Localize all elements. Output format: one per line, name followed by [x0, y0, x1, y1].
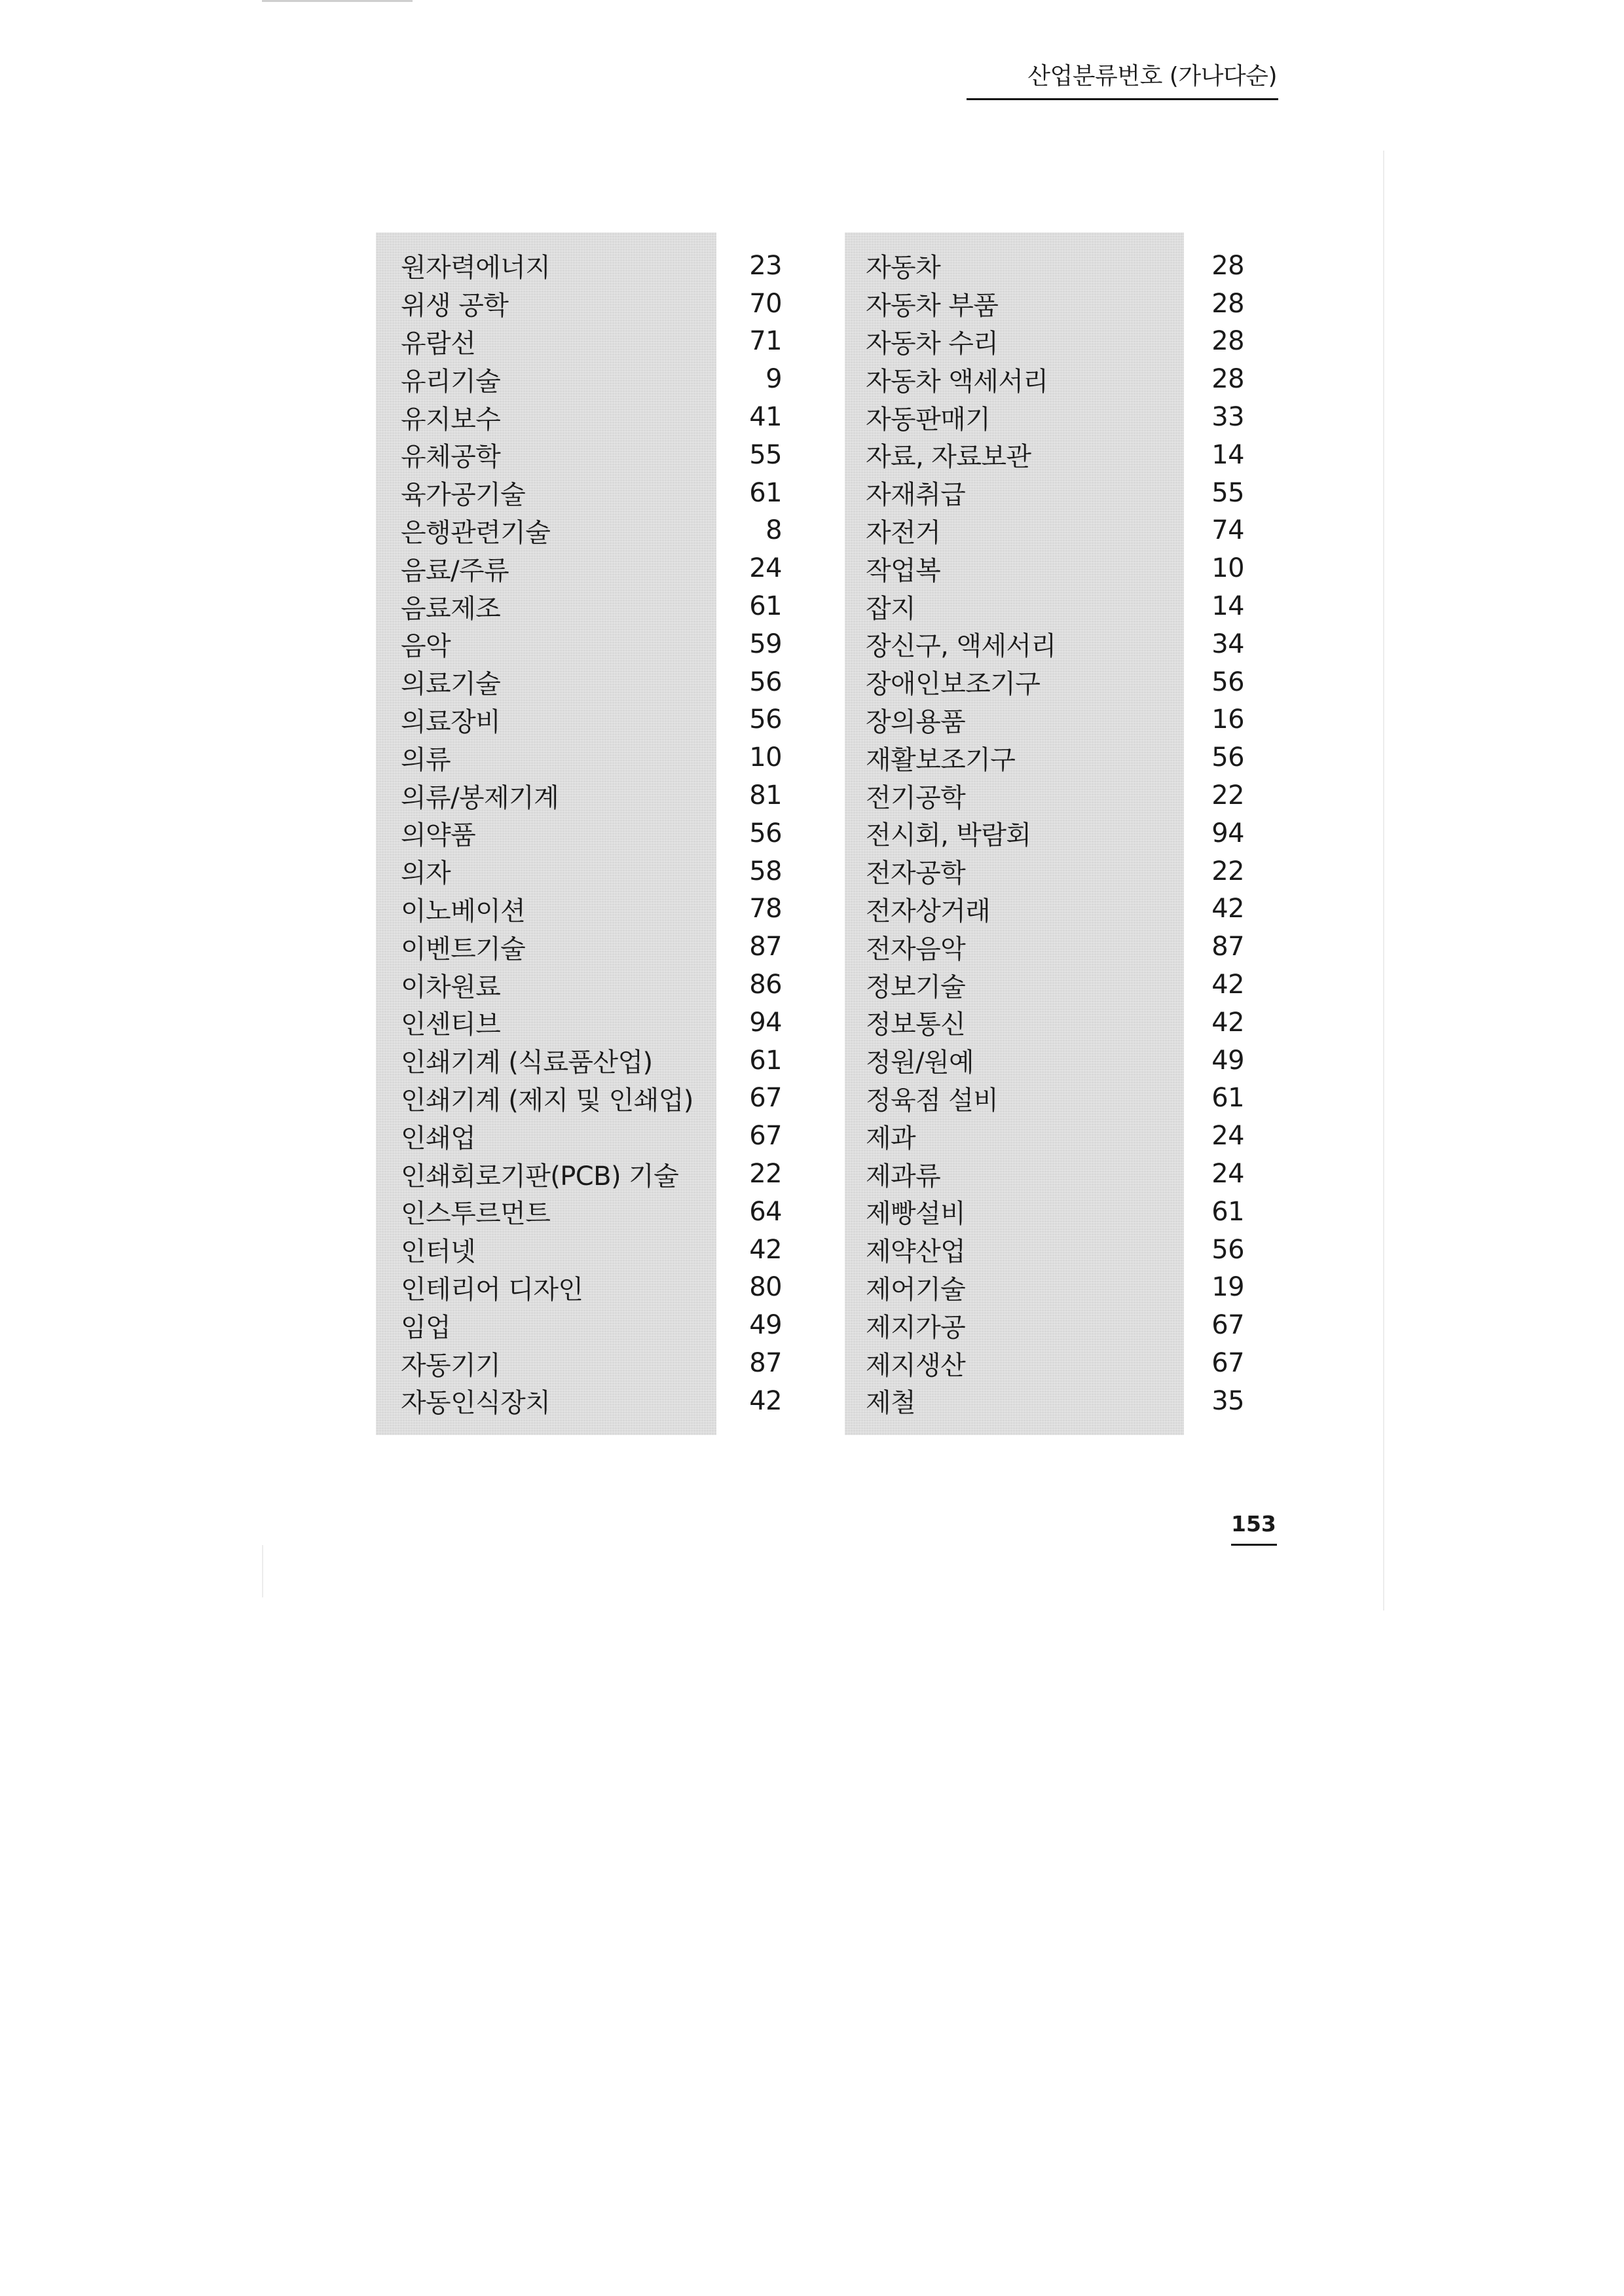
index-page-number: 67 [1211, 1348, 1244, 1378]
index-entry [866, 1382, 1244, 1420]
index-entry [401, 587, 782, 625]
index-term: 의약품 [401, 820, 476, 851]
index-term: 제철 [866, 1388, 916, 1419]
index-entry [866, 549, 1244, 587]
index-term: 유리기술 [401, 366, 501, 397]
index-page-number: 8 [766, 515, 782, 546]
index-page-number: 56 [1211, 742, 1244, 773]
index-page-number: 67 [749, 1121, 782, 1152]
index-entry [866, 1231, 1244, 1269]
index-entry [401, 814, 782, 852]
index-entry [866, 1004, 1244, 1042]
index-page-number: 28 [1211, 250, 1244, 281]
index-term: 자료, 자료보관 [866, 442, 1031, 473]
index-page-number: 56 [749, 704, 782, 735]
index-page-number: 14 [1211, 439, 1244, 470]
index-page-number: 22 [749, 1159, 782, 1190]
scan-artifact-line [262, 0, 413, 2]
index-term: 자동판매기 [866, 404, 991, 435]
index-term: 제빵설비 [866, 1199, 966, 1230]
index-term: 자동차 수리 [866, 328, 999, 359]
index-entry [401, 398, 782, 436]
index-page-number: 24 [1211, 1159, 1244, 1190]
index-term: 의료기술 [401, 669, 501, 700]
index-entry [866, 1193, 1244, 1231]
index-term: 유람선 [401, 328, 476, 359]
index-term: 재활보조기구 [866, 744, 1016, 775]
index-entry [401, 1193, 782, 1231]
index-entry [866, 625, 1244, 663]
index-entry [866, 247, 1244, 285]
index-entry [866, 1306, 1244, 1344]
index-term: 음악 [401, 631, 451, 662]
index-page-number: 42 [1211, 1007, 1244, 1038]
index-entry [401, 1117, 782, 1155]
index-term: 음료/주류 [401, 555, 509, 586]
index-page-number: 56 [1211, 1234, 1244, 1265]
index-page-number: 35 [1211, 1385, 1244, 1416]
index-term: 제지생산 [866, 1350, 966, 1381]
index-page-number: 71 [749, 326, 782, 357]
index-entry [866, 587, 1244, 625]
index-page-number: 94 [1211, 818, 1244, 848]
index-term: 원자력에너지 [401, 253, 551, 283]
index-entry [401, 738, 782, 776]
index-term: 인터넷 [401, 1237, 476, 1267]
index-page-number: 9 [766, 364, 782, 395]
index-entry [401, 1269, 782, 1307]
index-term: 전자상거래 [866, 896, 991, 926]
index-entry [866, 1155, 1244, 1193]
index-entry [866, 512, 1244, 550]
index-term: 제과류 [866, 1161, 941, 1192]
index-page-number: 33 [1211, 402, 1244, 433]
index-term: 자동인식장치 [401, 1388, 551, 1419]
index-entry [401, 285, 782, 323]
index-term: 자전거 [866, 517, 941, 548]
index-term: 의자 [401, 858, 451, 889]
index-page-number: 42 [749, 1234, 782, 1265]
running-header: 산업분류번호 (가나다순) [1027, 63, 1277, 90]
index-entry [866, 323, 1244, 361]
index-entry [866, 1080, 1244, 1118]
index-page-number: 19 [1211, 1272, 1244, 1303]
index-page-number: 55 [1211, 477, 1244, 508]
index-page-number: 70 [749, 288, 782, 319]
index-page-number: 56 [749, 666, 782, 697]
index-entry [866, 398, 1244, 436]
index-page-number: 55 [749, 439, 782, 470]
index-page-number: 56 [749, 818, 782, 848]
index-entry [866, 436, 1244, 474]
index-entry [401, 247, 782, 285]
index-page-number: 67 [749, 1083, 782, 1114]
index-page-number: 58 [749, 856, 782, 886]
index-page-number: 28 [1211, 326, 1244, 357]
index-entry [866, 663, 1244, 701]
index-page-number: 22 [1211, 856, 1244, 886]
index-page-number: 86 [749, 970, 782, 1000]
index-entry [866, 966, 1244, 1004]
index-term: 장신구, 액세서리 [866, 631, 1056, 662]
scan-edge-shadow [1383, 151, 1384, 1611]
index-page-number: 42 [1211, 970, 1244, 1000]
index-page-number: 28 [1211, 364, 1244, 395]
index-term: 인스투르먼트 [401, 1199, 551, 1230]
index-term: 전자공학 [866, 858, 966, 889]
index-term: 정육점 설비 [866, 1085, 999, 1116]
index-page-number: 61 [1211, 1196, 1244, 1227]
index-entry [401, 1004, 782, 1042]
index-term: 잡지 [866, 593, 916, 624]
index-term: 인쇄회로기판(PCB) 기술 [401, 1161, 679, 1192]
index-page-number: 23 [749, 250, 782, 281]
index-page-number: 61 [749, 591, 782, 622]
index-page-number: 94 [749, 1007, 782, 1038]
index-page-number: 74 [1211, 515, 1244, 546]
index-page-number: 42 [749, 1385, 782, 1416]
index-entry [866, 1042, 1244, 1080]
index-term: 임업 [401, 1312, 451, 1343]
index-page-number: 22 [1211, 780, 1244, 811]
index-entry [401, 663, 782, 701]
index-term: 유체공학 [401, 442, 501, 473]
index-entry [401, 852, 782, 890]
index-page-number: 78 [749, 894, 782, 924]
index-entry [401, 1382, 782, 1420]
index-entry [866, 360, 1244, 398]
index-entry [866, 928, 1244, 966]
index-entry [401, 928, 782, 966]
index-entry [401, 1042, 782, 1080]
index-page-number: 34 [1211, 629, 1244, 659]
index-page-number: 49 [1211, 1045, 1244, 1076]
index-entry [401, 512, 782, 550]
index-entry [401, 966, 782, 1004]
index-term: 인쇄업 [401, 1123, 476, 1154]
index-term: 자동차 액세서리 [866, 366, 1048, 397]
index-term: 정보기술 [866, 972, 966, 1002]
header-rule [967, 98, 1278, 100]
index-term: 자동기기 [401, 1350, 501, 1381]
index-term: 육가공기술 [401, 480, 526, 511]
index-entry [401, 1080, 782, 1118]
index-entry [401, 625, 782, 663]
index-entry [866, 285, 1244, 323]
index-page-number: 16 [1211, 704, 1244, 735]
index-page-number: 49 [749, 1310, 782, 1341]
index-entry [866, 814, 1244, 852]
index-entry [866, 852, 1244, 890]
index-page-number: 56 [1211, 666, 1244, 697]
index-page-number: 24 [749, 553, 782, 584]
index-column-left [401, 247, 782, 1420]
page-number: 153 [1231, 1511, 1276, 1537]
index-entry [401, 1344, 782, 1382]
index-term: 인센티브 [401, 1010, 501, 1040]
index-entry [866, 1344, 1244, 1382]
index-entry [401, 323, 782, 361]
index-term: 유지보수 [401, 404, 501, 435]
index-page-number: 59 [749, 629, 782, 659]
index-term: 인쇄기계 (식료품산업) [401, 1048, 653, 1078]
index-page-number: 87 [749, 932, 782, 962]
index-term: 의료장비 [401, 706, 501, 737]
index-entry [401, 1306, 782, 1344]
index-term: 자동차 부품 [866, 291, 999, 321]
index-term: 자동차 [866, 253, 941, 283]
index-entry [401, 1155, 782, 1193]
index-page-number: 10 [749, 742, 782, 773]
index-term: 인쇄기계 (제지 및 인쇄업) [401, 1085, 693, 1116]
index-entry [401, 890, 782, 928]
index-column-right [866, 247, 1244, 1420]
index-term: 제지가공 [866, 1312, 966, 1343]
index-entry [401, 701, 782, 739]
index-entry [866, 1269, 1244, 1307]
index-page-number: 61 [749, 1045, 782, 1076]
index-entry [866, 701, 1244, 739]
scan-edge-mark [262, 1545, 263, 1597]
index-page-number: 81 [749, 780, 782, 811]
index-entry [401, 549, 782, 587]
index-term: 장의용품 [866, 706, 966, 737]
index-term: 제약산업 [866, 1237, 966, 1267]
index-page-number: 41 [749, 402, 782, 433]
index-term: 음료제조 [401, 593, 501, 624]
page-number-rule [1231, 1544, 1277, 1546]
index-term: 제과 [866, 1123, 916, 1154]
index-term: 정보통신 [866, 1010, 966, 1040]
index-entry [401, 1231, 782, 1269]
index-entry [401, 776, 782, 814]
index-term: 이노베이션 [401, 896, 526, 926]
index-term: 인테리어 디자인 [401, 1274, 583, 1305]
index-term: 제어기술 [866, 1274, 966, 1305]
index-page-number: 10 [1211, 553, 1244, 584]
index-entry [401, 360, 782, 398]
index-term: 위생 공학 [401, 291, 509, 321]
index-entry [866, 776, 1244, 814]
index-term: 은행관련기술 [401, 517, 551, 548]
index-page-number: 28 [1211, 288, 1244, 319]
index-term: 정원/원예 [866, 1048, 974, 1078]
index-page-number: 87 [749, 1348, 782, 1378]
index-page-number: 87 [1211, 932, 1244, 962]
index-entry [866, 738, 1244, 776]
index-term: 자재취급 [866, 480, 966, 511]
index-page-number: 64 [749, 1196, 782, 1227]
index-term: 의류/봉제기계 [401, 782, 559, 813]
index-page-number: 14 [1211, 591, 1244, 622]
index-page-number: 80 [749, 1272, 782, 1303]
index-page-number: 67 [1211, 1310, 1244, 1341]
index-page-number: 61 [749, 477, 782, 508]
index-entry [401, 474, 782, 512]
index-entry [401, 436, 782, 474]
index-entry [866, 1117, 1244, 1155]
index-page-number: 42 [1211, 894, 1244, 924]
index-term: 전기공학 [866, 782, 966, 813]
index-term: 작업복 [866, 555, 941, 586]
index-term: 의류 [401, 744, 451, 775]
index-page-number: 24 [1211, 1121, 1244, 1152]
index-term: 장애인보조기구 [866, 669, 1041, 700]
index-entry [866, 474, 1244, 512]
index-entry [866, 890, 1244, 928]
index-term: 이차원료 [401, 972, 501, 1002]
index-term: 전시회, 박람회 [866, 820, 1031, 851]
index-term: 이벤트기술 [401, 934, 526, 964]
index-page-number: 61 [1211, 1083, 1244, 1114]
index-term: 전자음악 [866, 934, 966, 964]
